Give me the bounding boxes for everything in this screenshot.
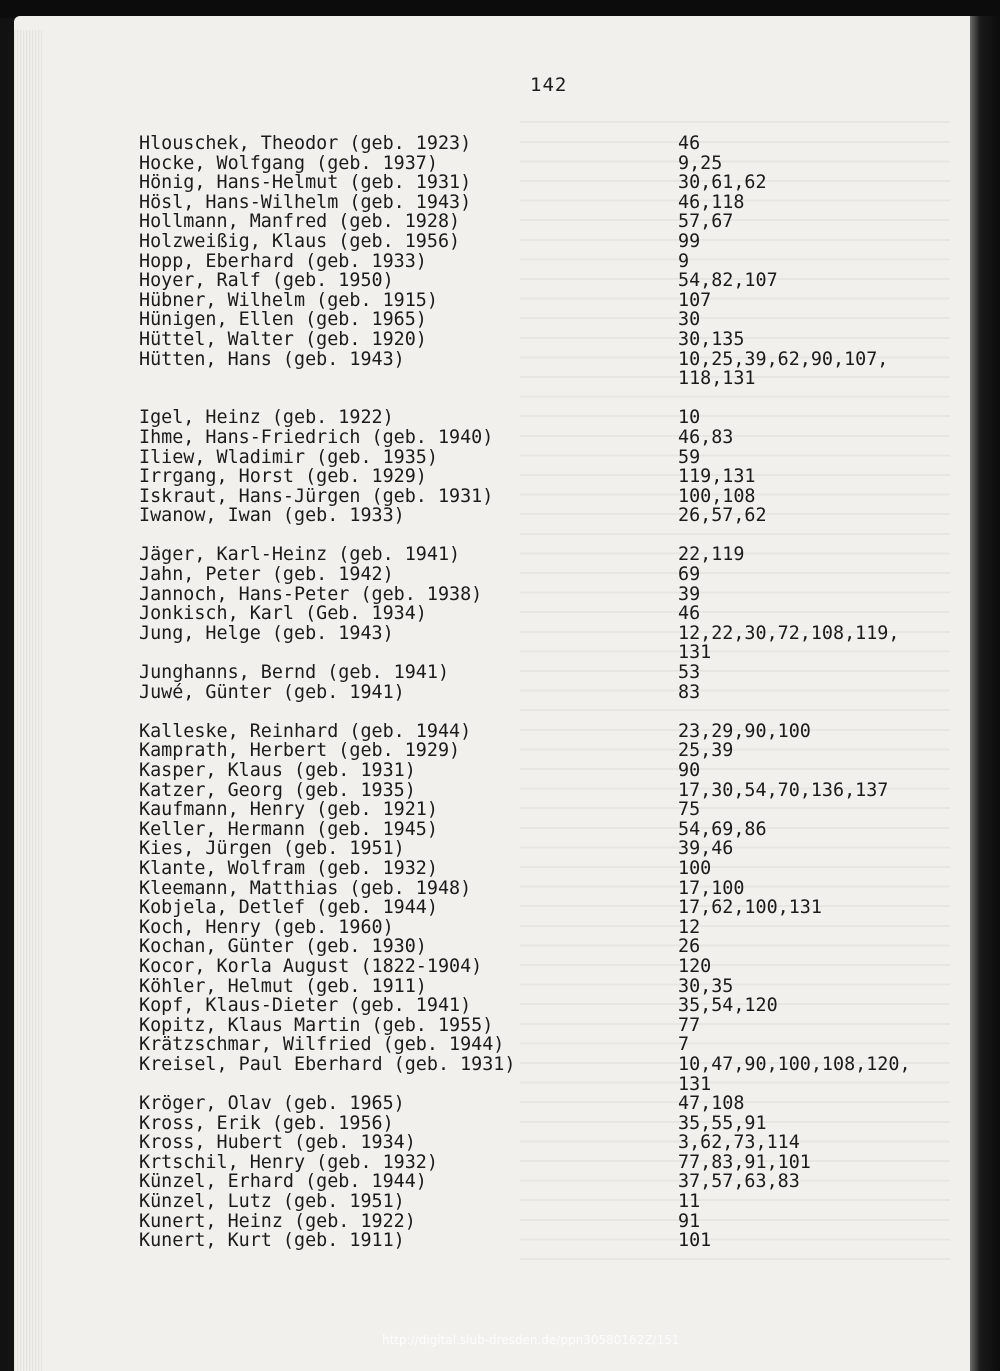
entry-name: Jannoch, Hans-Peter (geb. 1938) [139,583,483,605]
entry-name: Hütten, Hans (geb. 1943) [139,348,405,370]
entry-pages: 17,30,54,70,136,137 [678,779,889,801]
register-entry [139,271,939,291]
register-entry [139,467,939,487]
register-entry [139,1192,939,1212]
register-entry [139,545,939,565]
entry-pages: 131 [678,1073,712,1095]
entry-pages: 54,82,107 [678,270,778,292]
entry-pages: 35,54,120 [678,995,778,1017]
entry-name: Krtschil, Henry (geb. 1932) [139,1151,438,1173]
entry-name: Keller, Hermann (geb. 1945) [139,818,438,840]
entry-pages: 17,100 [678,877,745,899]
register-entry [139,1055,939,1075]
register-entry [139,389,939,409]
entry-pages: 100,108 [678,485,756,507]
register-entry [139,879,939,899]
register-entry [139,839,939,859]
register-entry [139,212,939,232]
entry-name: Holzweißig, Klaus (geb. 1956) [139,230,461,252]
entry-name: Kochan, Günter (geb. 1930) [139,936,427,958]
entry-pages: 39,46 [678,838,734,860]
entry-pages: 100 [678,857,712,879]
register-entry [139,526,939,546]
register-entry [139,643,939,663]
register-entry [139,663,939,683]
entry-name: Iskraut, Hans-Jürgen (geb. 1931) [139,485,494,507]
entry-name: Igel, Heinz (geb. 1922) [139,407,394,429]
book-spine-shadow [970,16,1000,1371]
entry-name: Hösl, Hans-Wilhelm (geb. 1943) [139,191,472,213]
entry-name: Hollmann, Manfred (geb. 1928) [139,211,461,233]
register-entry [139,291,939,311]
entry-name: Jäger, Karl-Heinz (geb. 1941) [139,544,461,566]
register-entry [139,937,939,957]
entry-pages: 10 [678,407,701,429]
entry-pages: 9 [678,250,690,272]
entry-pages: 69 [678,564,701,586]
register-entry [139,252,939,272]
entry-pages: 107 [678,289,712,311]
register-entry [139,134,939,154]
entry-name: Koch, Henry (geb. 1960) [139,916,394,938]
register-entry [139,781,939,801]
entry-pages: 54,69,86 [678,818,767,840]
entry-pages: 77,83,91,101 [678,1151,811,1173]
entry-pages: 46,83 [678,426,734,448]
entry-pages: 23,29,90,100 [678,720,811,742]
source-url: http://digital.slub-dresden.de/ppn30580162Z/151 [382,1333,680,1347]
register-entry [139,898,939,918]
entry-pages: 131 [678,642,712,664]
register-entry [139,310,939,330]
entry-pages: 17,62,100,131 [678,897,822,919]
entry-name: Jahn, Peter (geb. 1942) [139,564,394,586]
register-entry [139,232,939,252]
entry-name: Kröger, Olav (geb. 1965) [139,1093,405,1115]
entry-name: Kross, Hubert (geb. 1934) [139,1132,416,1154]
entry-pages: 37,57,63,83 [678,1171,800,1193]
entry-pages: 57,67 [678,211,734,233]
register-entry [139,1114,939,1134]
register-entry [139,683,939,703]
register-entry [139,800,939,820]
register-entry [139,741,939,761]
entry-pages: 26 [678,936,701,958]
entry-name: Jung, Helge (geb. 1943) [139,622,394,644]
entry-pages: 7 [678,1034,690,1056]
entry-pages: 91 [678,1210,701,1232]
entry-pages: 83 [678,681,701,703]
entry-name: Iwanow, Iwan (geb. 1933) [139,505,405,527]
register-entry [139,820,939,840]
entry-pages: 22,119 [678,544,745,566]
entry-name: Künzel, Lutz (geb. 1951) [139,1191,405,1213]
register-entry [139,1153,939,1173]
entry-name: Junghanns, Bernd (geb. 1941) [139,662,450,684]
entry-name: Kamprath, Herbert (geb. 1929) [139,740,461,762]
register-entry [139,722,939,742]
register-entry [139,1133,939,1153]
entry-name: Künzel, Erhard (geb. 1944) [139,1171,427,1193]
register-entry [139,428,939,448]
entry-name: Kasper, Klaus (geb. 1931) [139,760,416,781]
register-entry [139,506,939,526]
entry-name: Kleemann, Matthias (geb. 1948) [139,877,472,899]
register-entry [139,977,939,997]
register-entry [139,1172,939,1192]
entry-pages: 30 [678,309,701,331]
entry-pages: 46 [678,603,701,625]
register-entry [139,487,939,507]
entry-pages: 30,61,62 [678,172,767,194]
register-entry [139,565,939,585]
register-entry [139,996,939,1016]
register-entry [139,1094,939,1114]
entry-name: Kobjela, Detlef (geb. 1944) [139,897,438,919]
entry-name: Kross, Erik (geb. 1956) [139,1112,394,1134]
entry-name: Klante, Wolfram (geb. 1932) [139,857,438,879]
entry-pages: 77 [678,1014,701,1036]
register-entry [139,330,939,350]
entry-pages: 90 [678,760,701,781]
entry-pages: 120 [678,955,712,977]
entry-pages: 46 [678,133,701,154]
register-entry [139,1016,939,1036]
entry-name: Hübner, Wilhelm (geb. 1915) [139,289,438,311]
entry-name: Katzer, Georg (geb. 1935) [139,779,416,801]
entry-name: Kreisel, Paul Eberhard (geb. 1931) [139,1053,516,1075]
register-entry [139,859,939,879]
entry-pages: 12 [678,916,701,938]
register-entry [139,369,939,389]
entry-name: Hüttel, Walter (geb. 1920) [139,328,427,350]
entry-name: Iliew, Wladimir (geb. 1935) [139,446,438,468]
register-entry [139,761,939,781]
entry-pages: 59 [678,446,701,468]
entry-name: Kunert, Heinz (geb. 1922) [139,1210,416,1232]
entry-pages: 35,55,91 [678,1112,767,1134]
entry-pages: 118,131 [678,368,756,390]
entry-name: Hopp, Eberhard (geb. 1933) [139,250,427,272]
entry-pages: 30,35 [678,975,734,997]
entry-pages: 101 [678,1230,712,1252]
entry-name: Hönig, Hans-Helmut (geb. 1931) [139,172,472,194]
entry-pages: 99 [678,230,701,252]
entry-name: Hünigen, Ellen (geb. 1965) [139,309,427,331]
entry-name: Jonkisch, Karl (Geb. 1934) [139,603,427,625]
register-entry [139,1212,939,1232]
entry-name: Kopitz, Klaus Martin (geb. 1955) [139,1014,494,1036]
register-list [139,134,939,1251]
register-entry [139,918,939,938]
entry-name: Kaufmann, Henry (geb. 1921) [139,799,438,821]
register-entry [139,1231,939,1251]
entry-pages: 75 [678,799,701,821]
entry-name: Köhler, Helmut (geb. 1911) [139,975,427,997]
entry-pages: 25,39 [678,740,734,762]
register-entry [139,604,939,624]
entry-name: Hoyer, Ralf (geb. 1950) [139,270,394,292]
entry-name: Kunert, Kurt (geb. 1911) [139,1230,405,1252]
register-entry [139,408,939,428]
register-entry [139,448,939,468]
register-entry [139,624,939,644]
entry-name: Kalleske, Reinhard (geb. 1944) [139,720,472,742]
entry-pages: 3,62,73,114 [678,1132,800,1154]
entry-pages: 47,108 [678,1093,745,1115]
entry-pages: 11 [678,1191,701,1213]
entry-pages: 30,135 [678,328,745,350]
entry-name: Kopf, Klaus-Dieter (geb. 1941) [139,995,472,1017]
entry-name: Hlouschek, Theodor (geb. 1923) [139,133,472,154]
entry-name: Irrgang, Horst (geb. 1929) [139,466,427,488]
page-number: 142 [530,74,568,96]
entry-name: Kies, Jürgen (geb. 1951) [139,838,405,860]
entry-name: Juwé, Günter (geb. 1941) [139,681,405,703]
page-stack-edges [14,30,42,1371]
entry-name: Hocke, Wolfgang (geb. 1937) [139,152,438,174]
entry-pages: 119,131 [678,466,756,488]
entry-pages: 12,22,30,72,108,119, [678,622,900,644]
entry-pages: 10,25,39,62,90,107, [678,348,889,370]
register-entry [139,193,939,213]
register-entry [139,585,939,605]
register-entry [139,957,939,977]
entry-pages: 10,47,90,100,108,120, [678,1053,911,1075]
entry-name: Kocor, Korla August (1822-1904) [139,955,483,977]
entry-pages: 46,118 [678,191,745,213]
entry-pages: 26,57,62 [678,505,767,527]
register-entry [139,350,939,370]
register-entry [139,702,939,722]
register-entry [139,1075,939,1095]
register-entry [139,1035,939,1055]
entry-pages: 53 [678,662,701,684]
entry-name: Ihme, Hans-Friedrich (geb. 1940) [139,426,494,448]
register-entry [139,173,939,193]
entry-pages: 39 [678,583,701,605]
register-entry [139,154,939,174]
entry-pages: 9,25 [678,152,723,174]
entry-name: Krätzschmar, Wilfried (geb. 1944) [139,1034,505,1056]
